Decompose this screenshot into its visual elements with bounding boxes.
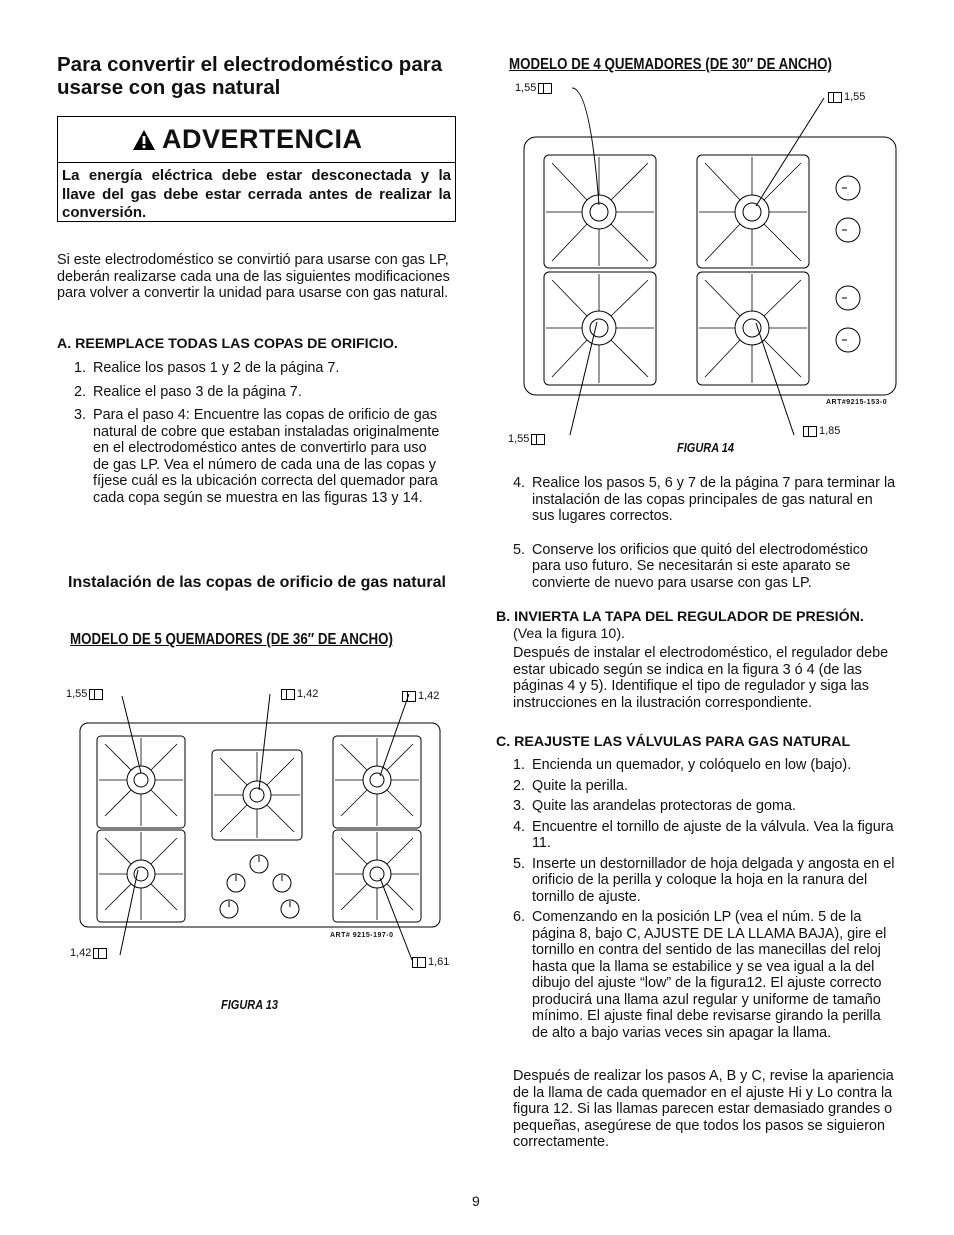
list-item: 5. Conserve los orificios que quitó del electrodoméstico para uso futuro. Se necesitarán si este aparato se convierte de nuevo para usarse con gas LP. [513,541,868,591]
figure-14-caption: FIGURA 14 [677,441,735,455]
section-b-text: Después de instalar el electrodoméstico, el regulador debe estar ubicado según se indica en la figura 3 ó 4 (de las páginas 4 y 5). Identifique el tipo de regulador y siga las instrucciones en la ilustración correspondiente. [513,645,889,711]
install-heading: Instalación de las copas de orificio de gas natural [68,574,446,591]
model5-title: MODELO DE 5 QUEMADORES (DE 36″ DE ANCHO) [70,631,393,648]
orifice-icon [402,691,416,702]
figure-13-cooktop-diagram [60,680,460,980]
section-a-steps [74,360,444,506]
orifice-icon [89,689,103,700]
warning-triangle-icon [132,129,156,151]
orifice-icon [93,948,107,959]
orifice-icon [281,689,295,700]
list-item: 2. Realice el paso 3 de la página 7. [74,383,302,400]
callout-orifice-size: 1,42 [281,688,318,700]
orifice-icon [531,434,545,445]
warning-title: ADVERTENCIA [162,124,363,154]
section-c-steps [513,757,898,1041]
callout-orifice-size: 1,55 [515,82,552,94]
section-a-steps-continued [513,475,898,591]
section-b-label-suffix: (Vea la figura 10). [513,625,625,642]
callout-orifice-size: 1,55 [828,91,865,103]
list-item: 1. Realice los pasos 1 y 2 de la página 7. [74,360,340,376]
figure-14-art-number: ART#9215-153-0 [826,399,888,406]
figure-13-art-number: ART# 9215-197-0 [330,932,394,939]
section-b [496,609,896,711]
warning-header [58,117,455,163]
section-a-label: A. REEMPLACE TODAS LAS COPAS DE ORIFICIO. [57,336,398,352]
orifice-icon [828,92,842,103]
section-c-closing: Después de realizar los pasos A, B y C, revise la apariencia de la llama de cada quemador en el ajuste Hi y Lo contra la figura 12. Si las llamas parecen estar demasiado grandes o pequeñas, asegúrese de que todos los pasos se siguieron correctamente. [513,1068,894,1150]
orifice-icon [538,83,552,94]
section-b-label: B. INVIERTA LA TAPA DEL REGULADOR DE PRESIÓN. [496,609,864,625]
callout-orifice-size: 1,55 [508,433,545,445]
list-item: 4. Realice los pasos 5, 6 y 7 de la página 7 para terminar la instalación de las copas principales de gas natural en sus lugares correctos. [513,475,896,524]
callout-orifice-size: 1,55 [66,688,103,700]
list-item: 3. Quite las arandelas protectoras de goma. [513,798,796,814]
figure-13-caption: FIGURA 13 [221,998,279,1012]
page-number: 9 [472,1193,480,1209]
figure-14-cooktop-diagram [500,80,910,450]
list-item: 2. Quite la perilla. [513,777,628,794]
orifice-icon [412,957,426,968]
page-heading: Para convertir el electrodoméstico para usarse con gas natural [57,53,443,99]
list-item: 5. Inserte un destornillador de hoja delgada y angosta en el orificio de la perilla y coloque la hoja en la ranura del tornillo de ajuste. [513,855,895,905]
model4-title: MODELO DE 4 QUEMADORES (DE 30″ DE ANCHO) [509,56,832,73]
orifice-icon [803,426,817,437]
intro-paragraph: Si este electrodoméstico se convirtió para usarse con gas LP, deberán realizarse cada una de las siguientes modificaciones para volver a convertir la unidad para usarse con gas natural. [57,252,450,301]
warning-text: La energía eléctrica debe estar desconectada y la llave del gas debe estar cerrada antes de realizar la conversión. [62,167,451,221]
list-item: 3. Para el paso 4: Encuentre las copas de orificio de gas natural de cobre que estaban instaladas originalmente en el electrodoméstico antes de convertirlo para uso de gas LP. Vea el número de cada una de las copas y fíjese cuál es la ubicación correcta del quemador para cada copa según se muestra en las figuras 13 y 14. [74,407,440,506]
warning-box [57,116,456,222]
section-c-label: C. REAJUSTE LAS VÁLVULAS PARA GAS NATURAL [496,734,851,750]
callout-orifice-size: 1,42 [70,947,107,959]
list-item: 4. Encuentre el tornillo de ajuste de la válvula. Vea la figura 11. [513,818,894,851]
callout-orifice-size: 1,61 [412,956,449,968]
list-item: 1. Encienda un quemador, y colóquelo en low (bajo). [513,757,852,773]
list-item: 6. Comenzando en la posición LP (vea el núm. 5 de la página 8, bajo C, AJUSTE DE LA LLAMA BAJA), gire el tornillo en contra del sentido de las manecillas del reloj hasta que la llama se estabilice y se vea igual a la del dibujo del ajuste “low” de la figura12. El ajuste correcto producirá una llama azul regular y uniforme de tamaño mínimo. El ajuste final debe revisarse girando la perilla de alto a bajo varias veces sin apagar la llama. [513,909,887,1041]
callout-orifice-size: 1,42 [402,690,439,702]
callout-orifice-size: 1,85 [803,425,840,437]
